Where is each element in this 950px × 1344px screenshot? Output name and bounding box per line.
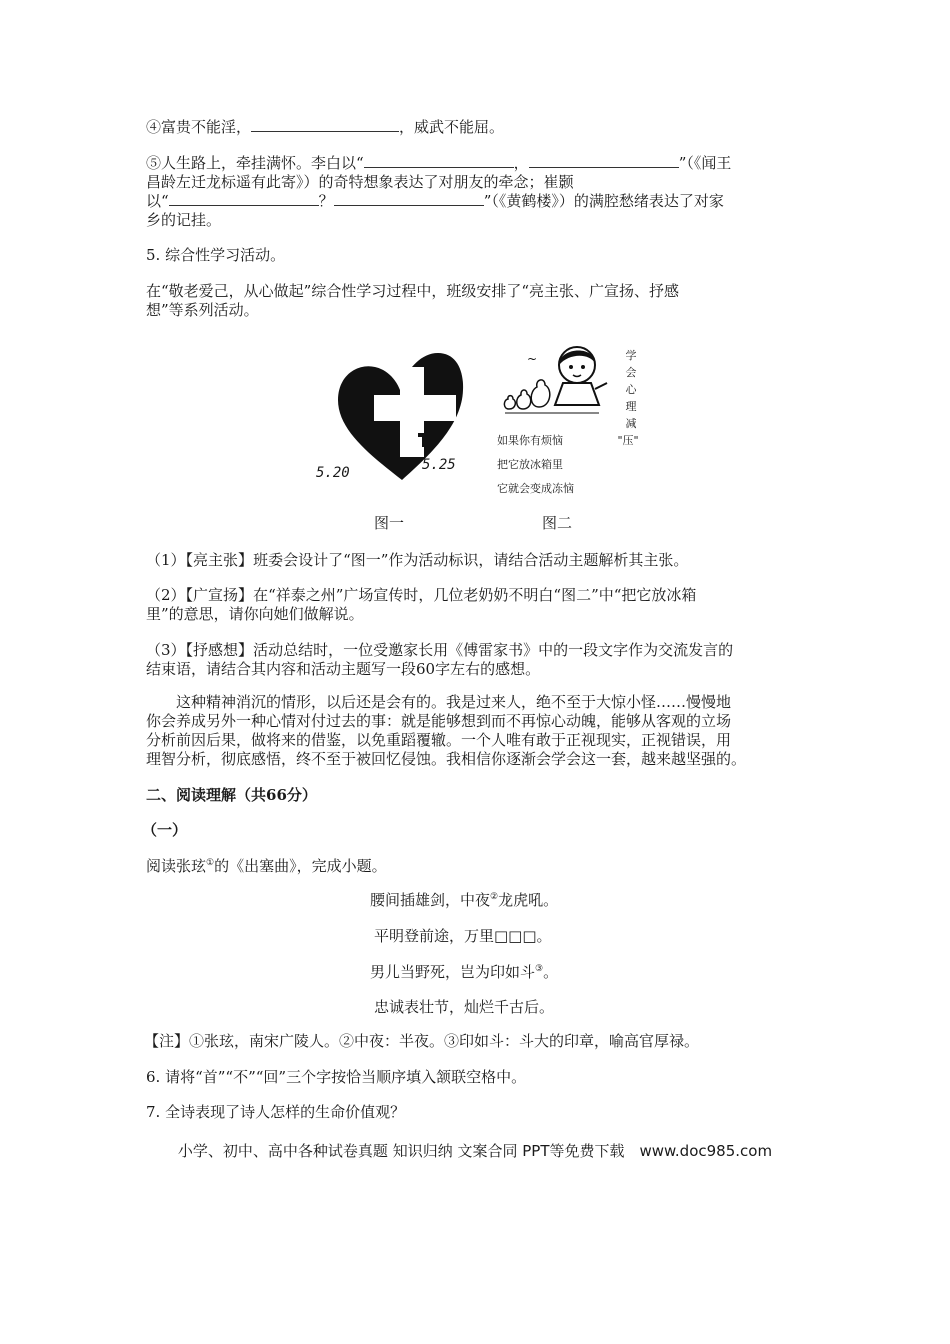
side-slogan: 学 会 心 理 减 "压": [617, 349, 639, 447]
figure-2-cartoon: [495, 343, 645, 498]
q5-sub3-line2: 结束语，请结合其内容和活动主题写一段60字左右的感想。: [146, 660, 541, 678]
cartoon-caption: 如果你有烦恼 把它放冰箱里 它就会变成冻恼: [497, 434, 574, 495]
poem-line-4: 忠诚表壮节，灿烂千古后。: [374, 998, 555, 1016]
quote-line-4: 理智分析，彻底感悟，终不至于被回忆侵蚀。我相信你逐渐会学会这一套，越来越坚强的。: [146, 750, 747, 768]
reading-instruction: 阅读张玹①的《出塞曲》，完成小题。: [146, 857, 387, 875]
question-6: 6. 请将“首”“不”“回”三个字按恰当顺序填入颔联空格中。: [146, 1068, 527, 1086]
quote-line-1: 这种精神消沉的情形，以后还是会有的。我是过来人，绝不至于大惊小怪……慢慢地: [176, 693, 732, 711]
quote-line-3: 分析前因后果，做将来的借鉴，以免重蹈覆辙。一个人唯有敢于正视现实，正视错误，用: [146, 731, 732, 749]
answer-blank[interactable]: [251, 117, 399, 132]
section-heading: 二、阅读理解（共66分）: [146, 786, 317, 804]
q5-intro-line2: 想”等系列活动。: [146, 301, 259, 319]
q5-sub2-line1: （2）【广宣扬】在“祥泰之州”广场宣传时，几位老奶奶不明白“图二”中“把它放冰箱: [146, 586, 697, 604]
date-left-label: 5.20: [316, 465, 350, 481]
q5-sub1: （1）【亮主张】班委会设计了“图一”作为活动标识，请结合活动主题解析其主张。: [146, 551, 689, 569]
poem-line-1: 腰间插雄剑，中夜②龙虎吼。: [370, 891, 559, 909]
figure-1-logo: [316, 345, 470, 495]
q4-item-5-line1: ⑤人生路上，牵挂满怀。李白以“ ， ”（《闻王: [146, 154, 732, 172]
quote-line-2: 你会养成另外一种心情对付过去的事：就是能够想到而不再惊心动魄，能够从客观的立场: [146, 712, 732, 730]
figure-1-caption: 图一: [374, 514, 405, 532]
answer-blank[interactable]: [169, 191, 319, 206]
q4-item-5-line4: 乡的记挂。: [146, 211, 222, 229]
cartoon-girl-icon: [495, 343, 615, 415]
question-7: 7. 全诗表现了诗人怎样的生命价值观？: [146, 1103, 406, 1121]
poem-line-3: 男儿当野死，岂为印如斗③。: [370, 963, 559, 981]
q4-item-4: ④富贵不能淫， ，威武不能屈。: [146, 118, 505, 136]
q4-item-5-line3: 以“ ？ ”（《黄鹤楼》）的满腔愁绪表达了对家: [146, 192, 724, 210]
answer-blank[interactable]: [529, 153, 679, 168]
answer-blank[interactable]: [334, 191, 484, 206]
svg-text:~: ~: [527, 352, 538, 366]
page-footer: 小学、初中、高中各种试卷真题 知识归纳 文案合同 PPT等免费下载 www.doc985.com: [177, 1142, 773, 1160]
answer-blank[interactable]: [364, 153, 514, 168]
figure-2-caption: 图二: [542, 514, 573, 532]
part-heading: （一）: [142, 821, 188, 839]
q5-intro-line1: 在“敬老爱己，从心做起”综合性学习过程中，班级安排了“亮主张、广宣扬、抒感: [146, 282, 680, 300]
q5-title: 5. 综合性学习活动。: [146, 246, 286, 264]
poem-line-2: 平明登前途，万里□□□。: [374, 927, 552, 945]
q5-sub3-line1: （3）【抒感想】活动总结时，一位受邀家长用《傅雷家书》中的一段文字作为交流发言的: [146, 641, 734, 659]
date-right-label: 5.25: [422, 457, 456, 473]
q4-item-5-line2: 昌龄左迁龙标遥有此寄》）的奇特想象表达了对朋友的牵念；崔颢: [146, 173, 574, 191]
poem-note: 【注】①张玹，南宋广陵人。②中夜：半夜。③印如斗：斗大的印章，喻高官厚禄。: [144, 1032, 700, 1050]
q5-sub2-line2: 里”的意思，请你向她们做解说。: [146, 605, 364, 623]
